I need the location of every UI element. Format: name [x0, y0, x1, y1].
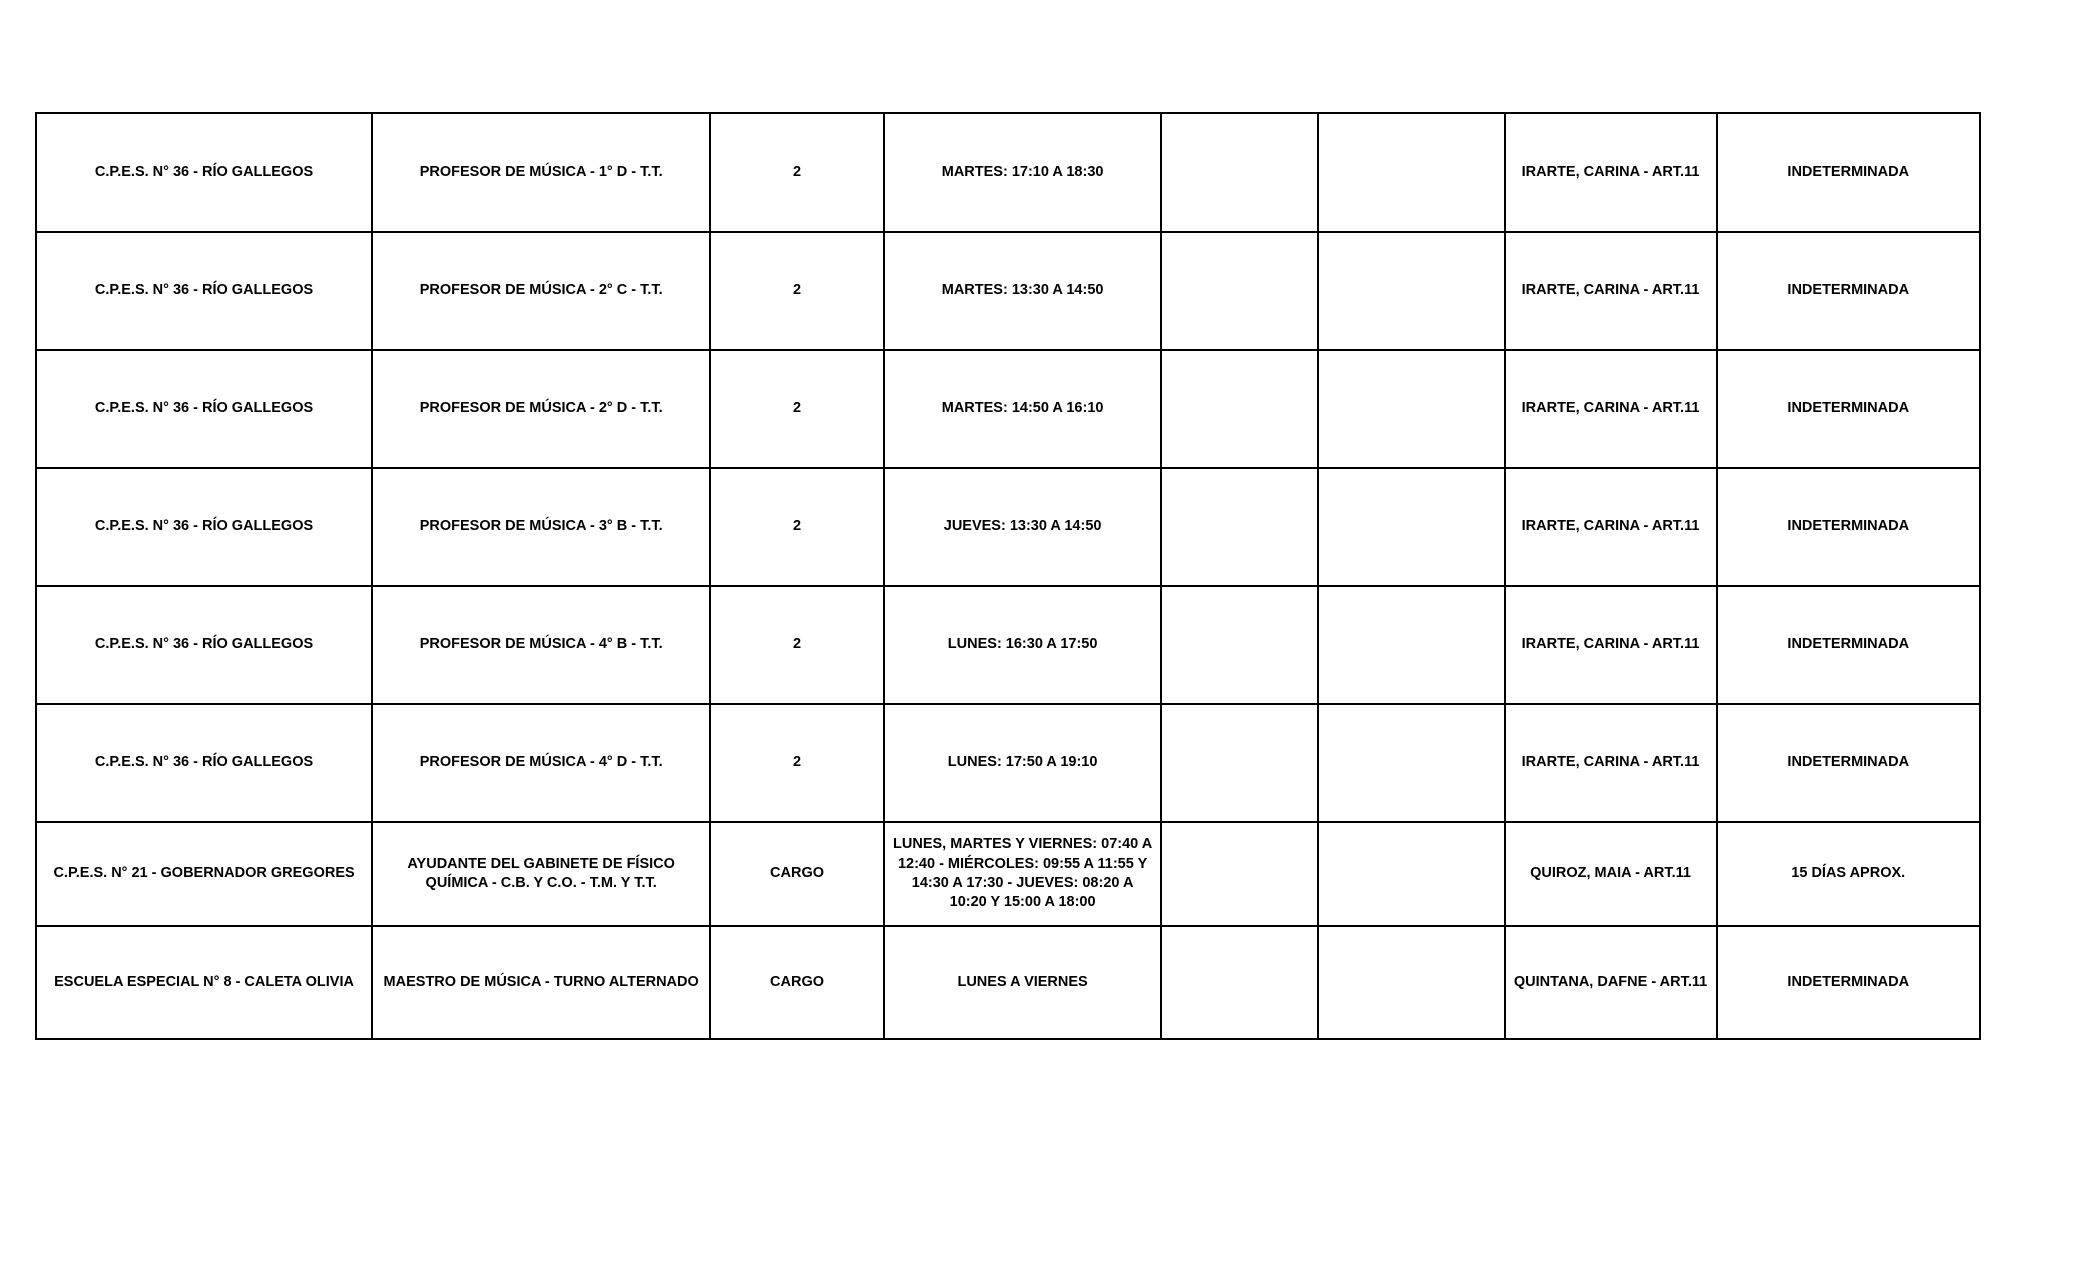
cell-establecimiento: C.P.E.S. N° 36 - RÍO GALLEGOS	[36, 113, 372, 232]
cell-cargo-asignatura: PROFESOR DE MÚSICA - 4° B - T.T.	[372, 586, 710, 704]
cell-docente-articulo: IRARTE, CARINA - ART.11	[1505, 704, 1717, 822]
cell-duracion: INDETERMINADA	[1717, 586, 1981, 704]
cell-cargo-asignatura: PROFESOR DE MÚSICA - 2° C - T.T.	[372, 232, 710, 350]
cell-horario: MARTES: 17:10 A 18:30	[884, 113, 1162, 232]
cell-horas: 2	[710, 232, 884, 350]
cell-duracion: INDETERMINADA	[1717, 926, 1981, 1039]
cell-horas: 2	[710, 350, 884, 468]
cell-horas: 2	[710, 468, 884, 586]
table-row	[36, 350, 1980, 468]
cell-duracion: INDETERMINADA	[1717, 113, 1981, 232]
cell-empty-2	[1318, 822, 1505, 926]
cell-empty-2	[1318, 350, 1505, 468]
cell-duracion: INDETERMINADA	[1717, 704, 1981, 822]
cell-empty-1	[1161, 113, 1317, 232]
cell-establecimiento: C.P.E.S. N° 36 - RÍO GALLEGOS	[36, 468, 372, 586]
cell-horario: LUNES: 17:50 A 19:10	[884, 704, 1162, 822]
cell-cargo-asignatura: PROFESOR DE MÚSICA - 3° B - T.T.	[372, 468, 710, 586]
cell-establecimiento: ESCUELA ESPECIAL N° 8 - CALETA OLIVIA	[36, 926, 372, 1039]
cell-docente-articulo: IRARTE, CARINA - ART.11	[1505, 350, 1717, 468]
table-row	[36, 113, 1980, 232]
cell-horas: 2	[710, 586, 884, 704]
table-body	[36, 113, 1980, 1039]
cell-empty-2	[1318, 232, 1505, 350]
cell-duracion: INDETERMINADA	[1717, 468, 1981, 586]
cell-duracion: INDETERMINADA	[1717, 232, 1981, 350]
cell-horario: MARTES: 13:30 A 14:50	[884, 232, 1162, 350]
cell-horas: 2	[710, 113, 884, 232]
table-row	[36, 704, 1980, 822]
cell-empty-1	[1161, 704, 1317, 822]
cell-cargo-asignatura: PROFESOR DE MÚSICA - 4° D - T.T.	[372, 704, 710, 822]
cell-empty-1	[1161, 926, 1317, 1039]
cell-empty-2	[1318, 704, 1505, 822]
cell-empty-1	[1161, 822, 1317, 926]
cell-docente-articulo: IRARTE, CARINA - ART.11	[1505, 468, 1717, 586]
cell-docente-articulo: IRARTE, CARINA - ART.11	[1505, 113, 1717, 232]
vacancies-table	[35, 112, 1981, 1040]
table-row	[36, 586, 1980, 704]
cell-cargo-asignatura: PROFESOR DE MÚSICA - 2° D - T.T.	[372, 350, 710, 468]
cell-horas: 2	[710, 704, 884, 822]
cell-docente-articulo: QUINTANA, DAFNE - ART.11	[1505, 926, 1717, 1039]
cell-establecimiento: C.P.E.S. N° 36 - RÍO GALLEGOS	[36, 232, 372, 350]
cell-empty-1	[1161, 586, 1317, 704]
table-row	[36, 468, 1980, 586]
cell-horario: JUEVES: 13:30 A 14:50	[884, 468, 1162, 586]
cell-empty-1	[1161, 468, 1317, 586]
cell-empty-1	[1161, 232, 1317, 350]
cell-duracion: INDETERMINADA	[1717, 350, 1981, 468]
table-row	[36, 822, 1980, 926]
cell-docente-articulo: IRARTE, CARINA - ART.11	[1505, 586, 1717, 704]
table-row	[36, 926, 1980, 1039]
cell-horario: LUNES, MARTES Y VIERNES: 07:40 A 12:40 - MIÉRCOLES: 09:55 A 11:55 Y 14:30 A 17:30 - JUEVES: 08:20 A 10:20 Y 15:00 A 18:00	[884, 822, 1162, 926]
cell-cargo-asignatura: PROFESOR DE MÚSICA - 1° D - T.T.	[372, 113, 710, 232]
cell-horario: LUNES A VIERNES	[884, 926, 1162, 1039]
cell-empty-2	[1318, 468, 1505, 586]
cell-empty-2	[1318, 926, 1505, 1039]
cell-empty-2	[1318, 586, 1505, 704]
cell-establecimiento: C.P.E.S. N° 36 - RÍO GALLEGOS	[36, 350, 372, 468]
cell-cargo-asignatura: MAESTRO DE MÚSICA - TURNO ALTERNADO	[372, 926, 710, 1039]
cell-establecimiento: C.P.E.S. N° 36 - RÍO GALLEGOS	[36, 704, 372, 822]
cell-horas: CARGO	[710, 926, 884, 1039]
table-row	[36, 232, 1980, 350]
cell-horario: LUNES: 16:30 A 17:50	[884, 586, 1162, 704]
cell-establecimiento: C.P.E.S. N° 21 - GOBERNADOR GREGORES	[36, 822, 372, 926]
cell-duracion: 15 DÍAS APROX.	[1717, 822, 1981, 926]
cell-establecimiento: C.P.E.S. N° 36 - RÍO GALLEGOS	[36, 586, 372, 704]
cell-empty-1	[1161, 350, 1317, 468]
cell-horario: MARTES: 14:50 A 16:10	[884, 350, 1162, 468]
cell-empty-2	[1318, 113, 1505, 232]
cell-cargo-asignatura: AYUDANTE DEL GABINETE DE FÍSICO QUÍMICA - C.B. Y C.O. - T.M. Y T.T.	[372, 822, 710, 926]
cell-docente-articulo: QUIROZ, MAIA - ART.11	[1505, 822, 1717, 926]
cell-horas: CARGO	[710, 822, 884, 926]
cell-docente-articulo: IRARTE, CARINA - ART.11	[1505, 232, 1717, 350]
